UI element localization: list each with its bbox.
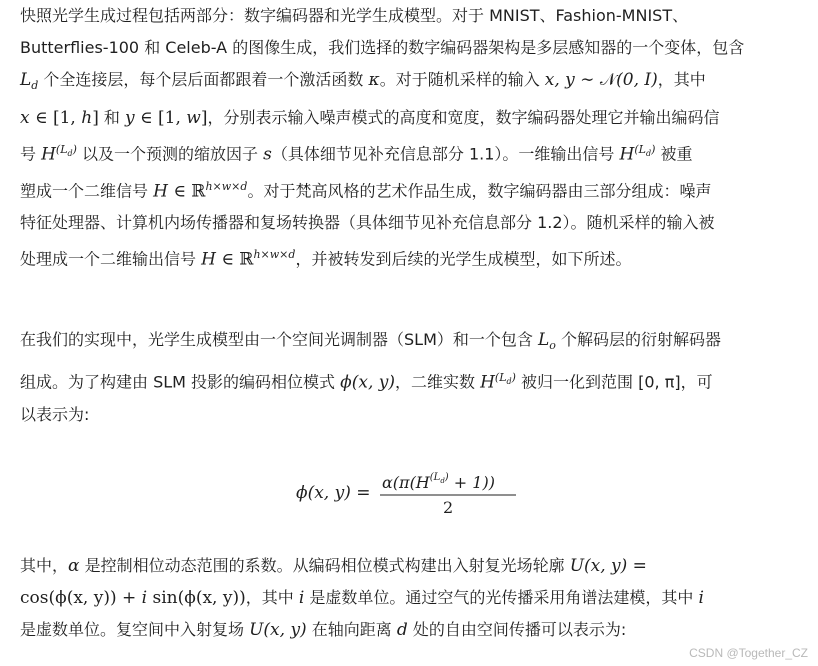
math-phi: ϕ(x, y) [340,372,395,393]
line-text: 。对于随机采样的输入 [379,70,545,89]
paragraph-propagation [20,550,800,646]
csdn-watermark: CSDN @Together_CZ [689,646,808,660]
math-i: i [298,588,305,608]
text-line [20,399,800,431]
math-normal: 𝒩 [599,70,617,90]
math-H: H [201,249,216,270]
formula-numerator [382,472,495,492]
math-H: H [153,180,168,201]
math-x: x [20,108,30,129]
math-sup-text: (L [55,143,68,157]
math-sup-text: (L [494,371,507,385]
line-text: 快照光学生成过程包括两部分：数字编码器和光学生成模型。对于 MNIST、Fashion-MNIST、 [20,6,689,25]
math-range: ∈ [1, [29,108,82,129]
math-i: i [141,588,148,608]
text-line [20,0,800,32]
text-line [20,102,800,134]
text-line [20,207,800,239]
math-sup-Ld [55,143,77,159]
math-equals: = [627,556,647,576]
line-text: 处的自由空间传播可以表示为: [407,620,627,639]
math-H: H [619,144,635,165]
math-sin: sin(ϕ(x, y)) [147,588,246,608]
line-text: 组成。为了构建由 SLM 投影的编码相位模式 [20,372,341,392]
line-text: 被重 [655,144,693,164]
text-line [20,32,800,64]
line-text: 在我们的实现中，光学生成模型由一个空间光调制器（SLM）和一个包含 [20,330,538,349]
line-text: 是虚数单位。通过空气的光传播采用角谱法建模，其中 [304,588,699,607]
formula-num-supsub: d [440,477,445,485]
line-text: 特征处理器、计算机内场传播器和复场转换器（具体细节见补充信息部分 1.2）。随机采样的输入被 [20,212,715,232]
math-sub-d: d [67,149,73,159]
math-sub-d: d [645,149,652,159]
math-sup-Ld [494,371,516,387]
math-bracket: ] [200,108,208,129]
math-range: ∈ [1, [134,108,187,129]
math-sim: ∼ [574,70,600,90]
formula-num-supclose: ) [444,472,449,483]
text-line [20,64,800,102]
line-text: ，其中 [657,70,706,89]
text-line [20,582,800,614]
paragraph-encoder [20,0,800,275]
math-d: d [396,620,408,640]
math-L: L [20,70,32,90]
math-sub-o: o [549,339,556,353]
line-text: 在轴向距离 [306,620,397,639]
line-text: 号 [20,144,42,164]
math-cos: cos(ϕ(x, y)) + [20,588,142,608]
math-sup-text: ) [651,143,656,157]
math-i: i [698,588,704,608]
line-text: 塑成一个二维信号 [20,180,154,200]
math-U: U(x, y) [249,620,307,640]
math-sup-dims: h×w×d [253,247,296,261]
line-text: Butterflies-100 和 Celeb-A 的图像生成，我们选择的数字编码器架构是多层感知器的一个变体，包含 [20,38,745,57]
line-text: 处理成一个二维输出信号 [20,249,202,269]
line-text: 其中， [20,556,69,575]
formula-num-part: α(π(H [382,473,430,492]
math-normal-args: (0, I) [616,70,658,90]
math-w: w [186,108,201,129]
line-text: ，二维实数 [395,372,481,392]
text-line [20,134,800,170]
math-L: L [537,330,550,350]
line-text: （具体细节见补充信息部分 1.1）。一维输出信号 [271,144,620,164]
math-in-R: ∈ ℝ [167,180,206,201]
line-text: 以及一个预测的缩放因子 [76,144,264,164]
line-text: 以表示为: [20,404,90,424]
math-sub-d: d [31,79,39,93]
math-H: H [41,144,56,165]
formula-num-sup: (L [429,472,441,483]
text-line [20,614,800,646]
math-U: U(x, y) [569,556,628,576]
line-text: 个全连接层，每个层后面都跟着一个激活函数 [38,70,369,89]
line-text: 和 [98,108,126,128]
formula-lhs: ϕ(x, y) = [296,483,371,503]
math-sup-text: (L [634,143,646,157]
math-h: h [81,108,93,129]
paragraph-optical-model [20,324,800,431]
math-sub-d: d [506,377,512,387]
line-text: ，并被转发到后续的光学生成模型，如下所述。 [295,249,632,269]
math-sup-text: ) [72,143,77,157]
formula-denominator: 2 [443,498,454,517]
math-kappa: κ [368,70,380,90]
math-sup-Ld [634,143,656,159]
math-H: H [480,372,495,393]
math-xy: x, y [544,70,575,90]
math-alpha: α [68,556,80,576]
math-y: y [125,108,135,129]
text-line [20,362,800,398]
line-text: 被归一化到范围 [0, π]，可 [515,372,713,392]
text-line [20,550,800,582]
text-line [20,239,800,275]
line-text: 个解码层的衍射解码器 [555,330,721,349]
formula-svg [0,468,818,518]
text-line [20,171,800,207]
math-s: s [263,144,272,165]
math-sup-dims: h×w×d [205,179,248,193]
line-text: ，其中 [245,588,299,607]
line-text: ，分别表示输入噪声模式的高度和宽度，数字编码器处理它并输出编码信 [207,108,720,128]
math-sup-text: ) [511,371,516,385]
line-text: 是虚数单位。复空间中入射复场 [20,620,250,639]
formula-num-rest: + 1)) [448,473,495,492]
text-line [20,324,800,362]
math-bracket: ] [92,108,99,129]
display-formula [0,468,818,518]
line-text: 。对于梵高风格的艺术作品生成，数字编码器由三部分组成：噪声 [247,180,712,200]
line-text: 是控制相位动态范围的系数。从编码相位模式构建出入射复光场轮廓 [79,556,570,575]
math-in-R: ∈ ℝ [215,249,254,270]
